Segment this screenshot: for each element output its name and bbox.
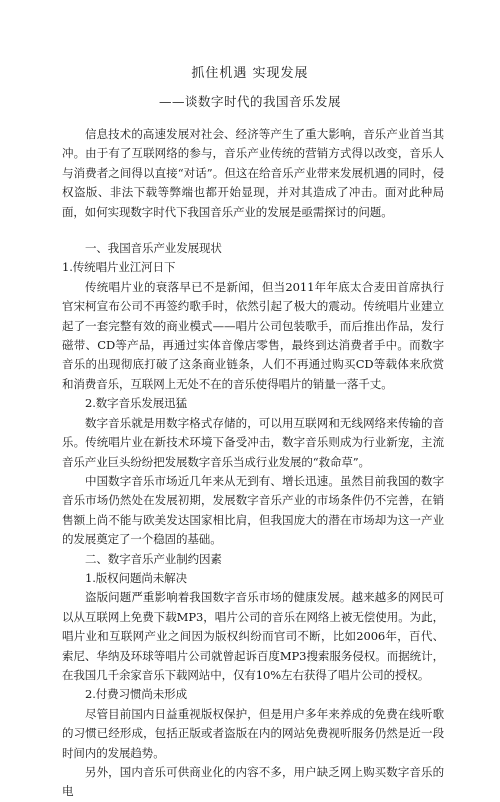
- paragraph-2-2b: 另外，国内音乐可供商业化的内容不多，用户缺乏网上购买数字音乐的电: [62, 765, 444, 799]
- subsection-heading-2-1: 1.版权问题尚未解决: [85, 570, 187, 585]
- intro-paragraph: 信息技术的高速发展对社会、经济等产生了重大影响，音乐产业首当其冲。由于有了互联网络的参与，音乐产业传统的营销方式得以改变，音乐人与消费者之间得以直接“对话”。但这在给音乐产业带来发展机遇的同时，侵权盗版、非法下载等弊端也都开始显现，并对其造成了冲击。面对此种局面，如何实现数字时代下我国音乐产业的发展是亟需探讨的问题。: [62, 127, 444, 219]
- paragraph-1-1: 传统唱片业的衰落早已不是新闻，但当2011年年底太合麦田首席执行官宋柯宣布公司不再签约歌手时，依然引起了极大的震动。传统唱片业建立起了一套完整有效的商业模式——唱片公司包装歌手，而后推出作品，发行磁带、CD等产品，再通过实体音像店零售，最终到达消费者手中。而数字音乐的出现彻底打破了这条商业链条，人们不再通过购买CD等载体来欣赏和消费音乐，互联网上无处不在的音乐使得唱片的销量一落千丈。: [62, 279, 444, 391]
- document-body: [62, 125, 444, 802]
- paragraph-1-2a: 数字音乐就是用数字格式存储的，可以用互联网和无线网络来传输的音乐。传统唱片业在新技术环境下备受冲击，数字音乐则成为行业新宠，主流音乐产业巨头纷纷把发展数字音乐当成行业发展的“救命草”。: [62, 415, 444, 469]
- subsection-heading-1-2: 2.数字音乐发展迅猛: [85, 396, 187, 411]
- paragraph-2-2a: 尽管目前国内日益重视版权保护，但是用户多年来养成的免费在线听歌的习惯已经形成，包括正版或者盗版在内的网站免费视听服务仍然是近一段时间内的发展趋势。: [62, 706, 444, 760]
- paragraph-spacer: [62, 222, 444, 239]
- paragraph-1-2b: 中国数字音乐市场近几年来从无到有、增长迅速。虽然目前我国的数字音乐市场仍然处在发展初期，发展数字音乐产业的市场条件仍不完善，在销售额上尚不能与欧美发达国家相比肩，但我国庞大的潜在市场却为这一产业的发展奠定了一个稳固的基础。: [62, 473, 444, 547]
- subsection-heading-1-1: 1.传统唱片业江河日下: [62, 260, 176, 275]
- subsection-heading-2-2: 2.付费习惯尚未形成: [85, 687, 187, 702]
- document-title: 抓住机遇 实现发展: [191, 66, 309, 81]
- section-heading-1: 一、我国音乐产业发展现状: [85, 241, 222, 256]
- section-heading-2: 二、数字音乐产业制约因素: [85, 551, 222, 566]
- document-subtitle: ——谈数字时代的我国音乐发展: [158, 94, 341, 109]
- paragraph-2-1: 盗版问题严重影响着我国数字音乐市场的健康发展。越来越多的网民可以从互联网上免费下载MP3，唱片公司的音乐在网络上被无偿使用。为此，唱片业和互联网产业之间因为版权纠纷而官司不断，比如2006年，百代、索尼、华纳及环球等唱片公司就曾起诉百度MP3搜索服务侵权。而据统计，在我国几千余家音乐下载网站中，仅有10%左右获得了唱片公司的授权。: [62, 590, 444, 682]
